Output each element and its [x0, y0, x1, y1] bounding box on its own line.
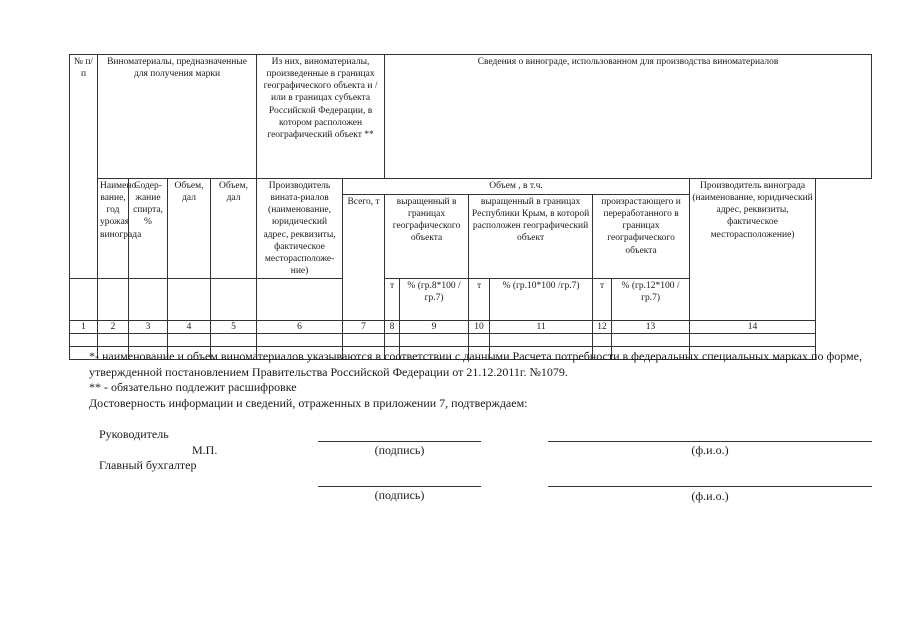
header-grape-producer: Производитель винограда (наименование, юридический адрес, реквизиты, фактическое месторасположение): [690, 179, 816, 321]
header-empty-col2: [98, 279, 129, 321]
column-number: 5: [211, 321, 257, 334]
column-number: 4: [168, 321, 211, 334]
column-number: 1: [70, 321, 98, 334]
header-grown-crimea: выращенный в границах Республики Крым, в которой расположен географический объект: [469, 195, 593, 279]
column-number: 12: [593, 321, 612, 334]
data-cell[interactable]: [612, 334, 690, 347]
header-t-3: т: [593, 279, 612, 321]
header-num: № п/п: [70, 55, 98, 279]
data-cell[interactable]: [211, 334, 257, 347]
data-cell[interactable]: [469, 334, 490, 347]
header-empty-col1: [70, 279, 98, 321]
confirmation-text: Достоверность информации и сведений, отраженных в приложении 7, подтверждаем:: [89, 395, 528, 410]
accountant-signature-caption: (подпись): [374, 488, 425, 502]
data-cell[interactable]: [129, 334, 168, 347]
header-alcohol: Содер-жание спирта, %: [129, 179, 168, 279]
column-number: 8: [385, 321, 400, 334]
table-row: [70, 334, 872, 347]
header-volume-incl: Объем , в т.ч.: [343, 179, 690, 195]
stamp-label: М.П.: [192, 443, 218, 457]
column-number: 11: [490, 321, 593, 334]
head-name-caption: (ф.и.о.): [691, 443, 729, 457]
column-number: 14: [690, 321, 816, 334]
data-cell[interactable]: [343, 334, 385, 347]
column-number: 6: [257, 321, 343, 334]
accountant-signature-line[interactable]: [318, 486, 481, 487]
head-name-line[interactable]: [548, 441, 872, 442]
header-volume: Объем, дал: [168, 179, 211, 279]
header-name-year: Наимено-вание, год урожая винограда: [98, 179, 129, 279]
header-total: Всего, т: [343, 195, 385, 321]
head-signature-line[interactable]: [318, 441, 481, 442]
data-cell[interactable]: [400, 334, 469, 347]
footnote-1: *- наименование и объем виноматериалов указываются в соответствии с данными Расчета потребности в федеральных специальных марках по форме, утвержденной постановлением Правительства Российской Федерации от 21.12.2011г. №1079.: [89, 349, 862, 379]
column-number: 2: [98, 321, 129, 334]
header-grapes-info: Сведения о винограде, использованном для производства виноматериалов: [385, 55, 872, 179]
column-number: 3: [129, 321, 168, 334]
accountant-name-caption: (ф.и.о.): [691, 489, 729, 503]
accountant-label: Главный бухгалтер: [99, 458, 197, 472]
data-cell[interactable]: [490, 334, 593, 347]
column-number: 9: [400, 321, 469, 334]
data-cell[interactable]: [593, 334, 612, 347]
header-empty-col3: [129, 279, 168, 321]
accountant-name-line[interactable]: [548, 486, 872, 487]
footnotes: [89, 349, 879, 411]
head-label: Руководитель: [99, 427, 169, 441]
header-percent-3: % (гр.12*100 /гр.7): [612, 279, 690, 321]
data-cell[interactable]: [257, 334, 343, 347]
data-cell[interactable]: [98, 334, 129, 347]
column-number: 10: [469, 321, 490, 334]
header-t-1: т: [385, 279, 400, 321]
header-geo-materials: Из них, виноматериалы, произведенные в границах географического объекта и / или в границах субъекта Российской Федерации, в котором расположен географический объект **: [257, 55, 385, 179]
column-number: 7: [343, 321, 385, 334]
header-t-2: т: [469, 279, 490, 321]
footnote-2: ** - обязательно подлежит расшифровке: [89, 380, 297, 395]
data-cell[interactable]: [385, 334, 400, 347]
header-producer: Производитель вината-риалов (наименование, юридический адрес, реквизиты, фактическое месторасположе-ние): [257, 179, 343, 279]
header-percent-1: % (гр.8*100 /гр.7): [400, 279, 469, 321]
data-cell[interactable]: [70, 334, 98, 347]
header-wine-materials: Виноматериалы, предназначенные для получения марки: [98, 55, 257, 179]
data-cell[interactable]: [690, 334, 816, 347]
header-percent-2: % (гр.10*100 /гр.7): [490, 279, 593, 321]
appendix-table: [69, 54, 872, 360]
header-grown-geo: выращенный в границах географического объекта: [385, 195, 469, 279]
head-signature-caption: (подпись): [374, 443, 425, 457]
header-empty-col4: [168, 279, 211, 321]
header-geo-volume: Объем, дал: [211, 179, 257, 279]
data-cell[interactable]: [168, 334, 211, 347]
header-empty-col5: [211, 279, 257, 321]
header-grown-processed: произрастающего и переработанного в границах географического объекта: [593, 195, 690, 279]
header-empty-col6: [257, 279, 343, 321]
column-number: 13: [612, 321, 690, 334]
